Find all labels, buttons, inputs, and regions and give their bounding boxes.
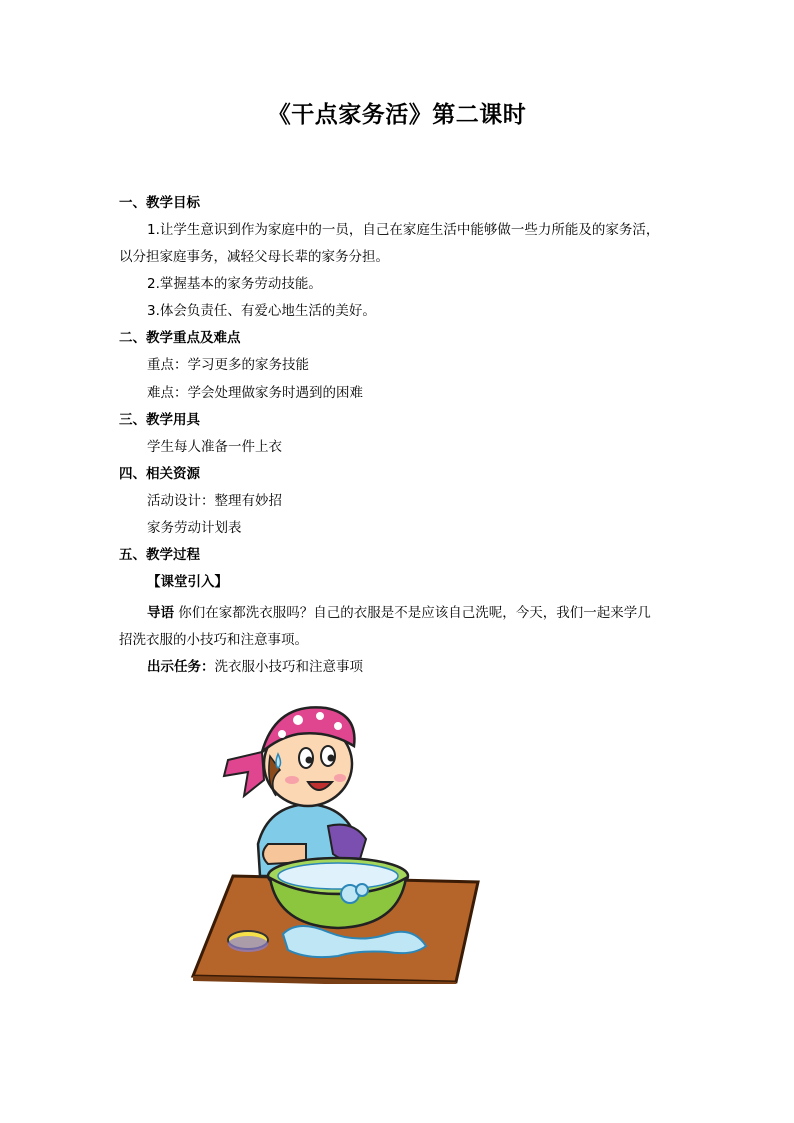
guide-line-1 [147,603,651,623]
objective-3: 3.体会负责任、有爱心地生活的美好。 [147,303,376,319]
scarf-dot [316,712,324,720]
scarf-knot [224,752,264,796]
key-point: 重点：学习更多的家务技能 [147,357,309,373]
soap-dish [228,936,268,952]
task-text: 洗衣服小技巧和注意事项 [214,659,363,675]
resource-item-2: 家务劳动计划表 [147,520,242,536]
child-washing-clothes-illustration [188,694,488,984]
soap-bubble-small [356,884,368,896]
task-line [147,657,363,677]
section-heading-tools: 三、教学用具 [119,412,200,428]
guide-line-2: 招洗衣服的小技巧和注意事项。 [119,632,308,648]
basin-water [278,863,398,889]
section-heading-key-points: 二、教学重点及难点 [119,330,241,346]
section-heading-process: 五、教学过程 [119,547,200,563]
scarf-dot [293,715,303,725]
document-title: 《干点家务活》第二课时 [267,102,527,128]
cheek-left [285,776,299,784]
guide-label: 导语 [147,605,174,621]
pupil-right [328,755,335,762]
section-heading-resources: 四、相关资源 [119,466,200,482]
guide-text-1: 你们在家都洗衣服吗？自己的衣服是不是应该自己洗呢，今天，我们一起来学几 [174,605,651,621]
tool-item: 学生每人准备一件上衣 [147,439,282,455]
objective-1-line-1: 1.让学生意识到作为家庭中的一员，自己在家庭生活中能够做一些力所能及的家务活， [147,222,660,238]
resource-item-1: 活动设计：整理有妙招 [147,493,282,509]
cheek-right [334,774,346,782]
objective-2: 2.掌握基本的家务劳动技能。 [147,276,322,292]
intro-heading: 【课堂引入】 [147,574,228,590]
task-label: 出示任务： [147,659,215,675]
section-heading-objectives: 一、教学目标 [119,195,200,211]
wet-cloth [328,825,366,861]
scarf-dot [278,730,286,738]
scarf-dot [334,722,342,730]
difficulty-point: 难点：学会处理做家务时遇到的困难 [147,385,363,401]
objective-1-line-2: 以分担家庭事务，减轻父母长辈的家务分担。 [119,249,389,265]
pupil-left [306,757,313,764]
